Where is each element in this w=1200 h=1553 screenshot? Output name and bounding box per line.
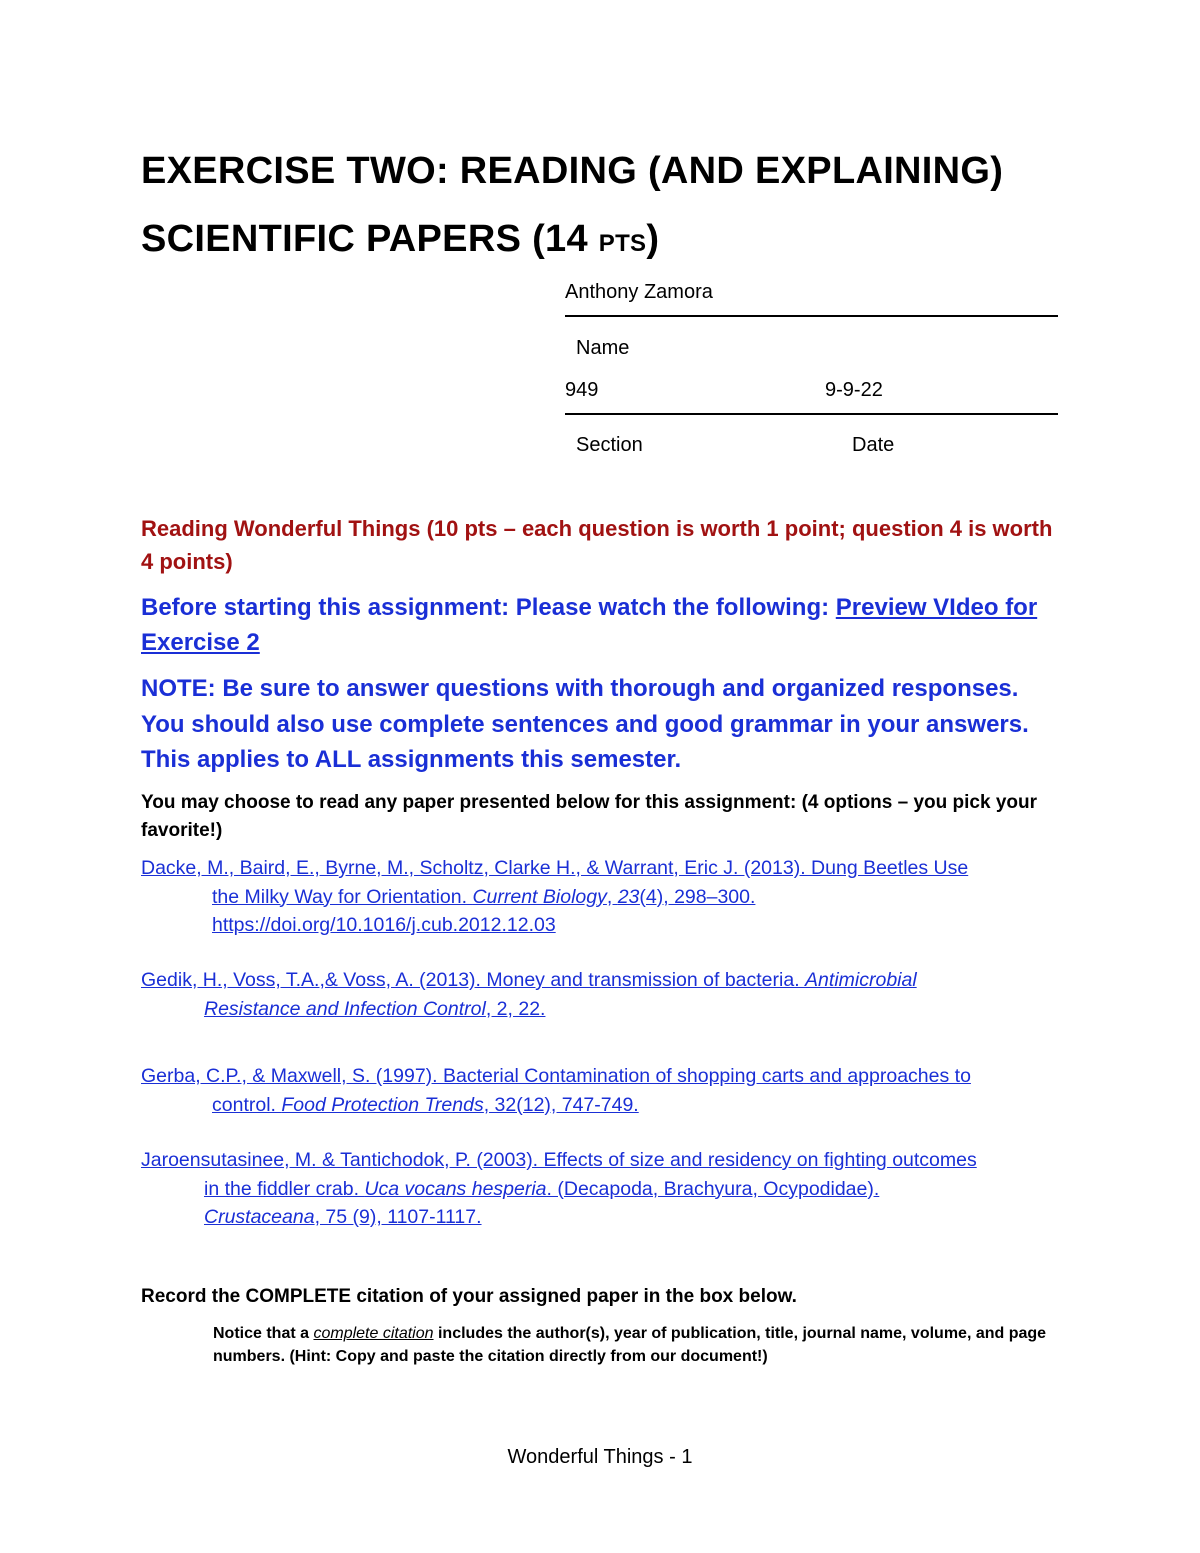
before-prefix: Before starting this assignment: Please watch the following: — [141, 594, 836, 621]
name-value: Anthony Zamora — [565, 281, 713, 303]
gedik-pages: , 2, 22. — [485, 997, 546, 1020]
section-value: 949 — [565, 379, 599, 401]
reference-dacke[interactable] — [141, 854, 1071, 940]
page-footer: Wonderful Things - 1 — [507, 1446, 693, 1468]
gerba-journal: Food Protection Trends — [281, 1093, 484, 1116]
name-rule — [565, 315, 1058, 317]
note-text: NOTE: Be sure to answer questions with thorough and organized responses. You should also use complete sentences and good grammar in your answers. This applies to ALL assignments this semester. — [141, 675, 1029, 773]
notice-text — [213, 1322, 1073, 1368]
date-label: Date — [852, 434, 895, 456]
reference-gerba[interactable] — [141, 1062, 1071, 1119]
reference-jaroensutasinee-line-2[interactable] — [141, 1175, 1071, 1204]
gedik-journal-a: Antimicrobial — [805, 969, 917, 991]
title-pts: PTS — [598, 230, 647, 257]
jaro-taxonomy: . (Decapoda, Brachyura, Ocypodidae). — [546, 1177, 880, 1200]
reference-jaroensutasinee-line-1[interactable]: Jaroensutasinee, M. & Tantichodok, P. (2003). Effects of size and residency on fighting outcomes — [141, 1149, 977, 1171]
dacke-title: the Milky Way for Orientation. — [212, 885, 473, 908]
reference-dacke-doi[interactable]: https://doi.org/10.1016/j.cub.2012.12.03 — [212, 914, 556, 936]
section-date-rule — [565, 413, 1058, 415]
reference-dacke-line-2[interactable] — [141, 883, 1071, 912]
gerba-pages: , 32(12), 747-749. — [483, 1093, 639, 1116]
jaro-journal: Crustaceana — [204, 1206, 315, 1228]
title-close: ) — [646, 218, 660, 260]
choose-text: You may choose to read any paper presented below for this assignment: (4 options – you pick your favorite!) — [141, 792, 1037, 841]
reference-gedik-line-1[interactable] — [141, 966, 1071, 995]
notice-a: Notice that a — [213, 1325, 314, 1342]
reference-jaroensutasinee-line-3[interactable] — [141, 1203, 1071, 1232]
gedik-journal-b: Resistance and Infection Control — [204, 997, 486, 1020]
notice-c: includes the author(s), year of publication, title, journal name, volume, and page numbers. (Hint: Copy and paste the citation directly from our document!) — [213, 1325, 1047, 1365]
dacke-sep: , — [606, 885, 618, 908]
date-value: 9-9-22 — [825, 379, 883, 401]
reference-dacke-line-1[interactable]: Dacke, M., Baird, E., Byrne, M., Scholtz, Clarke H., & Warrant, Eric J. (2013). Dung Beetles Use — [141, 857, 969, 879]
gerba-title-end: control. — [212, 1093, 282, 1116]
jaro-species: Uca vocans hesperia — [364, 1177, 547, 1200]
dacke-pages: (4), 298–300. — [639, 885, 756, 908]
reference-gedik-line-2[interactable] — [141, 995, 1071, 1024]
page-title-line-2 — [141, 218, 659, 261]
reference-gedik[interactable] — [141, 966, 1071, 1023]
title-text: SCIENTIFIC PAPERS (14 — [141, 218, 599, 260]
notice-complete-citation: complete citation — [313, 1325, 434, 1342]
dacke-volume: 23 — [617, 885, 640, 908]
reference-gerba-line-1[interactable]: Gerba, C.P., & Maxwell, S. (1997). Bacterial Contamination of shopping carts and approaches to — [141, 1065, 971, 1087]
jaro-pages: , 75 (9), 1107-1117. — [314, 1206, 482, 1228]
dacke-journal: Current Biology — [472, 885, 607, 908]
jaro-title-end: in the fiddler crab. — [204, 1177, 365, 1200]
before-starting-text — [141, 590, 1061, 660]
preview-video-link[interactable]: Preview VIdeo for Exercise 2 — [141, 594, 1038, 656]
name-label: Name — [576, 337, 630, 359]
gedik-title: Gedik, H., Voss, T.A.,& Voss, A. (2013). Money and transmission of bacteria. — [141, 969, 806, 991]
reference-gerba-line-2[interactable] — [141, 1091, 1071, 1120]
section-label: Section — [576, 434, 643, 456]
record-text: Record the COMPLETE citation of your assigned paper in the box below. — [141, 1286, 797, 1307]
reading-header: Reading Wonderful Things (10 pts – each question is worth 1 point; question 4 is worth 4 points) — [141, 516, 1053, 574]
page-title-line-1: EXERCISE TWO: READING (AND EXPLAINING) — [141, 150, 1004, 192]
reference-jaroensutasinee[interactable] — [141, 1146, 1071, 1232]
